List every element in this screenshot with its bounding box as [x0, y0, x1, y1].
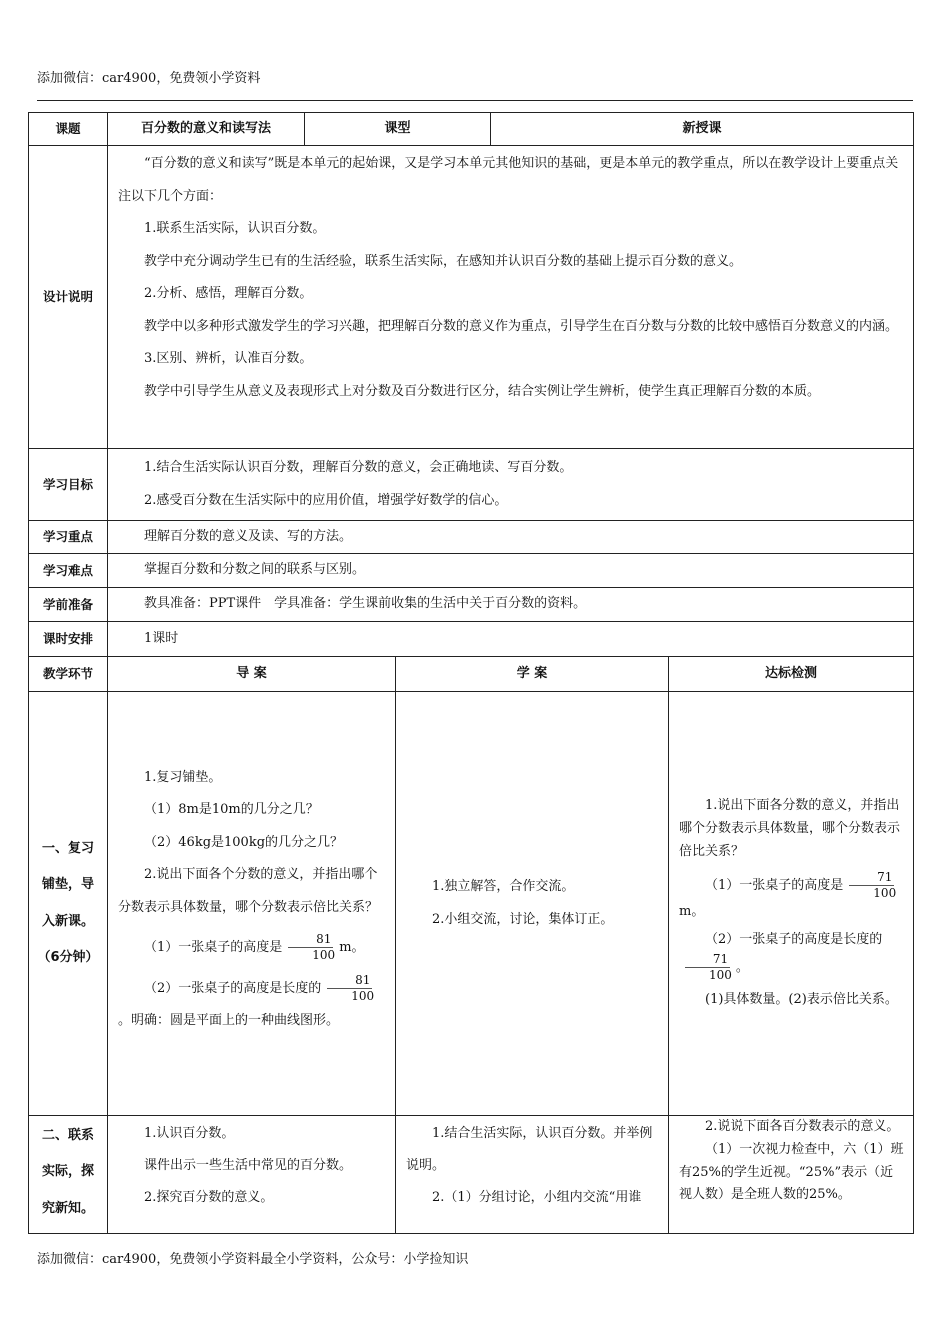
guide-task: 2.说出下面各个分数的意义，并指出哪个分数表示具体数量，哪个分数表示倍比关系？	[118, 867, 379, 915]
guide-item1	[118, 932, 387, 965]
schedule-label: 课时安排	[29, 622, 108, 657]
goal-item: 2.感受百分数在生活实际中的应用价值，增强学好数学的信心。	[144, 492, 508, 508]
col-study-header: 学 案	[396, 657, 669, 692]
design-label: 设计说明	[29, 146, 108, 449]
schedule-value: 1课时	[108, 622, 914, 657]
fraction-numerator: 71	[849, 870, 894, 886]
guide-question: （2）46kg是100kg的几分之几？	[144, 834, 344, 850]
difficulty-value: 掌握百分数和分数之间的联系与区别。	[108, 554, 914, 588]
goal-item: 1.结合生活实际认识百分数，理解百分数的意义，会正确地读、写百分数。	[144, 460, 573, 475]
check-item: 2.说说下面各百分数表示的意义。	[705, 1119, 900, 1134]
study-item: 2.（1）分组讨论，小组内交流“用谁	[432, 1189, 642, 1205]
check-item2	[679, 929, 905, 983]
guide-item: 1.认识百分数。	[144, 1126, 235, 1141]
fraction	[323, 973, 376, 1004]
check-item: （1）一次视力检查中，六（1）班有25%的学生近视。“25%”表示（近视人数）是全班人数的25%。	[679, 1141, 904, 1203]
section2-study	[396, 1116, 669, 1234]
design-paragraph: “百分数的意义和读写”既是本单元的起始课，又是学习本单元其他知识的基础，更是本单元的教学重点，所以在教学设计上要重点关注以下几个方面：	[118, 156, 899, 204]
stage-line: 实际，探	[41, 1164, 94, 1180]
preparation-label: 学前准备	[29, 588, 108, 622]
section1-check	[669, 692, 914, 1116]
col-guide-header: 导 案	[108, 657, 396, 692]
check-item2-text: （2）一张桌子的高度是长度的	[705, 932, 883, 948]
guide-item1-text: （1）一张桌子的高度是	[144, 940, 283, 955]
check-item1-unit: m。	[679, 903, 705, 919]
goals-label: 学习目标	[29, 449, 108, 521]
fraction-numerator: 81	[327, 973, 372, 989]
guide-item2-tail: 。明确：圆是平面上的一种曲线图形。	[118, 1013, 340, 1028]
design-paragraph: 教学中引导学生从意义及表现形式上对分数及百分数进行区分，结合实例让学生辨析，使学生真正理解百分数的本质。	[144, 383, 821, 399]
section2-guide	[108, 1116, 396, 1234]
fraction-denominator: 100	[312, 948, 336, 962]
stage-line: 入新课。	[41, 913, 94, 929]
guide-item2	[118, 973, 387, 1038]
study-item: 1.独立解答，合作交流。	[432, 879, 575, 894]
study-item: 1.结合生活实际，认识百分数。并举例说明。	[406, 1126, 653, 1173]
stage-line: 究新知。	[41, 1200, 94, 1216]
preparation-value: 教具准备：PPT课件 学具准备：学生课前收集的生活中关于百分数的资料。	[108, 588, 914, 622]
col-stage-header: 教学环节	[29, 657, 108, 692]
type-label: 课型	[305, 113, 491, 146]
check-item1-text: （1）一张桌子的高度是	[705, 877, 844, 893]
design-paragraph: 教学中以多种形式激发学生的学习兴趣，把理解百分数的意义作为重点，引导学生在百分数与分数的比较中感悟百分数意义的内涵。	[144, 318, 899, 334]
stage-line: （6分钟）	[37, 949, 99, 965]
fraction-numerator: 81	[288, 932, 333, 948]
fraction-denominator: 100	[351, 988, 375, 1003]
design-paragraph: 2.分析、感悟，理解百分数。	[144, 286, 313, 301]
key-point-value: 理解百分数的意义及读、写的方法。	[108, 521, 914, 554]
guide-question: （1）8m是10m的几分之几？	[144, 802, 319, 817]
guide-item1-unit: m。	[339, 940, 365, 955]
topic-value: 百分数的意义和读写法	[108, 113, 305, 146]
design-content	[108, 146, 914, 449]
page-header: 添加微信：car4900，免费领小学资料	[37, 71, 261, 86]
topic-label: 课题	[29, 113, 108, 146]
check-item2-tail: 。	[735, 960, 749, 975]
section1-study	[396, 692, 669, 1116]
fraction	[284, 932, 337, 963]
design-paragraph: 1.联系生活实际，认识百分数。	[144, 221, 326, 236]
lesson-plan-table	[28, 112, 914, 1234]
page-footer: 添加微信：car4900，免费领小学资料最全小学资料，公众号：小学捡知识	[37, 1252, 469, 1267]
stage-line: 二、联系	[41, 1128, 94, 1143]
header-divider	[37, 100, 913, 101]
study-item: 2.小组交流，讨论，集体订正。	[432, 911, 614, 927]
fraction-denominator: 100	[709, 968, 732, 982]
guide-item: 2.探究百分数的意义。	[144, 1189, 274, 1205]
stage-line: 一、复习	[41, 840, 94, 856]
check-item1	[679, 870, 905, 924]
guide-item2-text: （2）一张桌子的高度是长度的	[144, 980, 322, 996]
col-check-header: 达标检测	[669, 657, 914, 692]
guide-review: 1.复习铺垫。	[144, 769, 222, 785]
type-value: 新授课	[491, 113, 914, 146]
design-paragraph: 教学中充分调动学生已有的生活经验，联系生活实际，在感知并认识百分数的基础上提示百分数的意义。	[144, 253, 743, 269]
section1-guide	[108, 692, 396, 1116]
fraction	[845, 870, 898, 901]
design-paragraph: 3.区别、辨析，认准百分数。	[144, 351, 313, 366]
goals-content	[108, 449, 914, 521]
check-task: 1.说出下面各分数的意义，并指出哪个分数表示具体数量，哪个分数表示倍比关系？	[679, 798, 901, 859]
fraction-numerator: 71	[685, 952, 730, 968]
stage-line: 铺垫，导	[41, 877, 94, 893]
section2-check	[669, 1116, 914, 1234]
fraction	[681, 952, 734, 983]
difficulty-label: 学习难点	[29, 554, 108, 588]
section2-stage	[29, 1116, 108, 1234]
fraction-denominator: 100	[873, 885, 897, 900]
section1-stage	[29, 692, 108, 1116]
key-point-label: 学习重点	[29, 521, 108, 554]
check-answer: (1)具体数量。(2)表示倍比关系。	[705, 992, 898, 1007]
guide-item: 课件出示一些生活中常见的百分数。	[144, 1157, 353, 1173]
